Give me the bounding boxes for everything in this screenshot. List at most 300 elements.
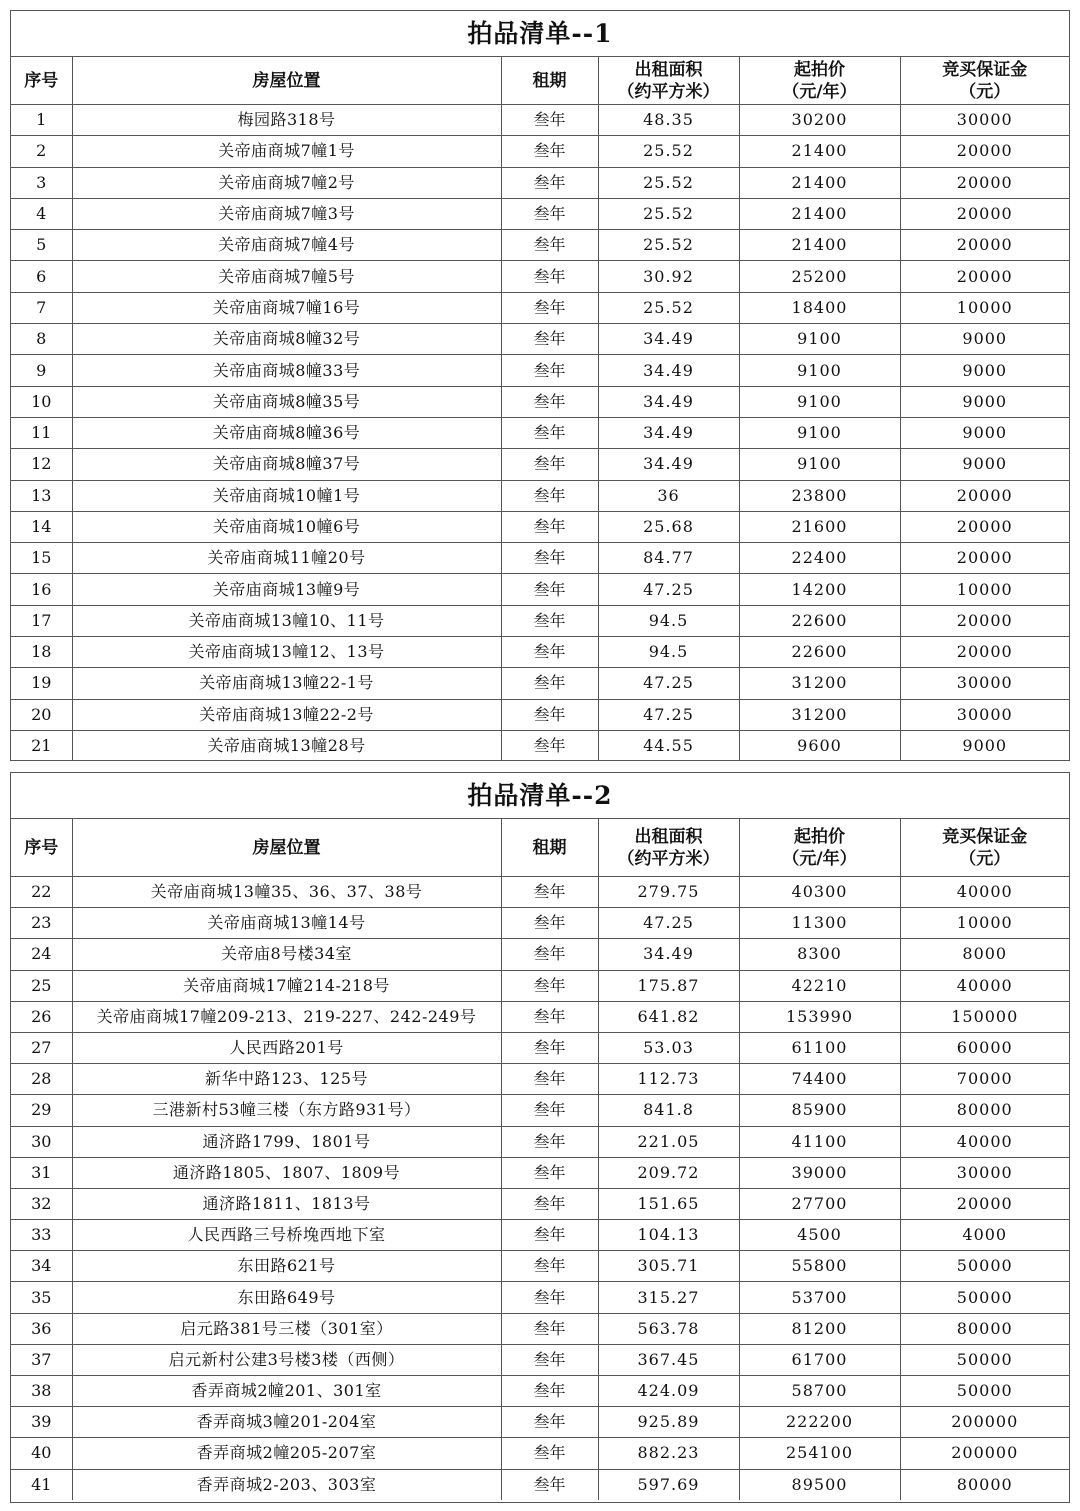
cell-seq: 13 — [11, 480, 72, 511]
cell-location: 关帝庙商城13幢9号 — [72, 574, 501, 605]
table-row — [11, 668, 1069, 699]
cell-area: 47.25 — [598, 574, 739, 605]
cell-seq: 9 — [11, 355, 72, 386]
cell-location: 关帝庙商城7幢1号 — [72, 136, 501, 167]
cell-area: 209.72 — [598, 1157, 739, 1188]
table-row — [11, 136, 1069, 167]
header-seq: 序号 — [11, 57, 72, 105]
cell-price: 21600 — [739, 511, 900, 542]
cell-area: 305.71 — [598, 1251, 739, 1282]
table-row — [11, 355, 1069, 386]
cell-seq: 8 — [11, 324, 72, 355]
cell-price: 9100 — [739, 449, 900, 480]
cell-price: 81200 — [739, 1313, 900, 1344]
cell-area: 36 — [598, 480, 739, 511]
cell-deposit: 10000 — [900, 292, 1069, 323]
cell-deposit: 9000 — [900, 417, 1069, 448]
cell-area: 25.52 — [598, 230, 739, 261]
cell-seq: 7 — [11, 292, 72, 323]
cell-term: 叁年 — [501, 699, 598, 730]
cell-area: 315.27 — [598, 1282, 739, 1313]
cell-price: 4500 — [739, 1220, 900, 1251]
cell-price: 9100 — [739, 355, 900, 386]
cell-seq: 35 — [11, 1282, 72, 1313]
table-row — [11, 543, 1069, 574]
table-body — [11, 105, 1069, 762]
cell-location: 香弄商城2-203、303室 — [72, 1469, 501, 1500]
cell-location: 关帝庙商城7幢16号 — [72, 292, 501, 323]
cell-price: 8300 — [739, 939, 900, 970]
cell-price: 41100 — [739, 1126, 900, 1157]
cell-term: 叁年 — [501, 877, 598, 908]
sheet-title: 拍品清单--1 — [11, 11, 1069, 57]
header-price-line1: 起拍价 — [794, 826, 845, 847]
table-row — [11, 1251, 1069, 1282]
header-seq: 序号 — [11, 819, 72, 877]
cell-area: 221.05 — [598, 1126, 739, 1157]
cell-term: 叁年 — [501, 324, 598, 355]
cell-location: 关帝庙商城10幢1号 — [72, 480, 501, 511]
cell-area: 34.49 — [598, 449, 739, 480]
cell-area: 112.73 — [598, 1064, 739, 1095]
table-row — [11, 1376, 1069, 1407]
cell-seq: 29 — [11, 1095, 72, 1126]
cell-seq: 16 — [11, 574, 72, 605]
cell-area: 94.5 — [598, 637, 739, 668]
cell-area: 47.25 — [598, 699, 739, 730]
cell-area: 53.03 — [598, 1032, 739, 1063]
cell-deposit: 9000 — [900, 449, 1069, 480]
cell-price: 254100 — [739, 1438, 900, 1469]
header-term: 租期 — [501, 819, 598, 877]
cell-seq: 26 — [11, 1001, 72, 1032]
cell-price: 61700 — [739, 1344, 900, 1375]
cell-area: 25.52 — [598, 292, 739, 323]
cell-seq: 10 — [11, 386, 72, 417]
cell-seq: 23 — [11, 908, 72, 939]
cell-term: 叁年 — [501, 1095, 598, 1126]
table-row — [11, 1001, 1069, 1032]
cell-term: 叁年 — [501, 668, 598, 699]
cell-deposit: 30000 — [900, 668, 1069, 699]
cell-term: 叁年 — [501, 908, 598, 939]
table-row — [11, 292, 1069, 323]
cell-term: 叁年 — [501, 1313, 598, 1344]
cell-deposit: 150000 — [900, 1001, 1069, 1032]
header-price-line1: 起拍价 — [794, 59, 845, 80]
cell-location: 通济路1805、1807、1809号 — [72, 1157, 501, 1188]
cell-deposit: 20000 — [900, 637, 1069, 668]
cell-price: 21400 — [739, 167, 900, 198]
cell-seq: 36 — [11, 1313, 72, 1344]
cell-deposit: 30000 — [900, 105, 1069, 136]
cell-area: 34.49 — [598, 417, 739, 448]
cell-deposit: 50000 — [900, 1376, 1069, 1407]
table-body — [11, 877, 1069, 1500]
header-area-line1: 出租面积 — [634, 59, 703, 80]
header-deposit-line2: （元） — [959, 848, 1011, 869]
cell-deposit: 20000 — [900, 136, 1069, 167]
cell-area: 641.82 — [598, 1001, 739, 1032]
cell-location: 关帝庙商城13幢22-1号 — [72, 668, 501, 699]
header-deposit-line2: （元） — [959, 81, 1011, 102]
cell-term: 叁年 — [501, 417, 598, 448]
cell-seq: 39 — [11, 1407, 72, 1438]
cell-price: 74400 — [739, 1064, 900, 1095]
cell-area: 25.52 — [598, 198, 739, 229]
cell-location: 关帝庙8号楼34室 — [72, 939, 501, 970]
table-row — [11, 605, 1069, 636]
cell-seq: 4 — [11, 198, 72, 229]
cell-area: 175.87 — [598, 970, 739, 1001]
cell-location: 启元路381号三楼（301室） — [72, 1313, 501, 1344]
cell-price: 30200 — [739, 105, 900, 136]
cell-area: 882.23 — [598, 1438, 739, 1469]
cell-deposit: 40000 — [900, 1126, 1069, 1157]
table-row — [11, 1313, 1069, 1344]
header-deposit — [900, 819, 1069, 877]
cell-area: 34.49 — [598, 939, 739, 970]
table-row — [11, 167, 1069, 198]
cell-seq: 1 — [11, 105, 72, 136]
cell-deposit: 8000 — [900, 939, 1069, 970]
cell-location: 关帝庙商城13幢28号 — [72, 730, 501, 761]
cell-term: 叁年 — [501, 1376, 598, 1407]
cell-price: 22600 — [739, 637, 900, 668]
table-row — [11, 939, 1069, 970]
cell-area: 30.92 — [598, 261, 739, 292]
cell-seq: 37 — [11, 1344, 72, 1375]
table-row — [11, 1220, 1069, 1251]
cell-location: 关帝庙商城7幢3号 — [72, 198, 501, 229]
cell-area: 48.35 — [598, 105, 739, 136]
header-price — [739, 819, 900, 877]
cell-term: 叁年 — [501, 1407, 598, 1438]
cell-seq: 14 — [11, 511, 72, 542]
cell-price: 11300 — [739, 908, 900, 939]
cell-term: 叁年 — [501, 355, 598, 386]
cell-deposit: 20000 — [900, 230, 1069, 261]
cell-location: 关帝庙商城7幢5号 — [72, 261, 501, 292]
cell-location: 三港新村53幢三楼（东方路931号） — [72, 1095, 501, 1126]
table-row — [11, 230, 1069, 261]
auction-list-2 — [10, 772, 1070, 1503]
cell-seq: 15 — [11, 543, 72, 574]
cell-deposit: 9000 — [900, 355, 1069, 386]
auction-table — [11, 819, 1069, 1500]
cell-term: 叁年 — [501, 1469, 598, 1500]
cell-price: 22600 — [739, 605, 900, 636]
cell-location: 东田路621号 — [72, 1251, 501, 1282]
header-area-line1: 出租面积 — [634, 826, 703, 847]
cell-location: 关帝庙商城13幢10、11号 — [72, 605, 501, 636]
table-row — [11, 908, 1069, 939]
table-row — [11, 198, 1069, 229]
cell-term: 叁年 — [501, 1157, 598, 1188]
cell-price: 18400 — [739, 292, 900, 323]
cell-deposit: 40000 — [900, 970, 1069, 1001]
cell-term: 叁年 — [501, 449, 598, 480]
cell-location: 关帝庙商城8幢35号 — [72, 386, 501, 417]
table-row — [11, 1282, 1069, 1313]
cell-price: 21400 — [739, 198, 900, 229]
cell-location: 关帝庙商城8幢33号 — [72, 355, 501, 386]
cell-location: 关帝庙商城13幢14号 — [72, 908, 501, 939]
cell-area: 34.49 — [598, 386, 739, 417]
cell-term: 叁年 — [501, 1344, 598, 1375]
cell-seq: 40 — [11, 1438, 72, 1469]
table-row — [11, 1438, 1069, 1469]
cell-price: 42210 — [739, 970, 900, 1001]
cell-term: 叁年 — [501, 637, 598, 668]
table-row — [11, 730, 1069, 761]
cell-seq: 25 — [11, 970, 72, 1001]
cell-seq: 28 — [11, 1064, 72, 1095]
auction-table — [11, 57, 1069, 761]
header-area — [598, 819, 739, 877]
cell-price: 55800 — [739, 1251, 900, 1282]
cell-deposit: 9000 — [900, 386, 1069, 417]
cell-deposit: 80000 — [900, 1095, 1069, 1126]
table-row — [11, 1407, 1069, 1438]
cell-location: 关帝庙商城8幢36号 — [72, 417, 501, 448]
cell-price: 25200 — [739, 261, 900, 292]
cell-seq: 18 — [11, 637, 72, 668]
cell-seq: 34 — [11, 1251, 72, 1282]
cell-deposit: 20000 — [900, 198, 1069, 229]
table-row — [11, 1095, 1069, 1126]
cell-location: 关帝庙商城10幢6号 — [72, 511, 501, 542]
table-row — [11, 699, 1069, 730]
cell-seq: 6 — [11, 261, 72, 292]
cell-term: 叁年 — [501, 1064, 598, 1095]
header-deposit-line1: 竞买保证金 — [942, 826, 1028, 847]
cell-area: 94.5 — [598, 605, 739, 636]
cell-price: 22400 — [739, 543, 900, 574]
cell-price: 222200 — [739, 1407, 900, 1438]
cell-area: 424.09 — [598, 1376, 739, 1407]
cell-term: 叁年 — [501, 198, 598, 229]
table-header-row — [11, 819, 1069, 877]
cell-seq: 3 — [11, 167, 72, 198]
cell-price: 21400 — [739, 136, 900, 167]
table-row — [11, 970, 1069, 1001]
cell-price: 9100 — [739, 386, 900, 417]
table-row — [11, 1157, 1069, 1188]
table-row — [11, 1469, 1069, 1500]
cell-location: 启元新村公建3号楼3楼（西侧） — [72, 1344, 501, 1375]
cell-seq: 24 — [11, 939, 72, 970]
table-row — [11, 1126, 1069, 1157]
cell-area: 44.55 — [598, 730, 739, 761]
cell-area: 25.68 — [598, 511, 739, 542]
cell-seq: 33 — [11, 1220, 72, 1251]
header-price — [739, 57, 900, 105]
cell-seq: 20 — [11, 699, 72, 730]
cell-location: 关帝庙商城8幢37号 — [72, 449, 501, 480]
cell-term: 叁年 — [501, 105, 598, 136]
cell-term: 叁年 — [501, 511, 598, 542]
cell-price: 31200 — [739, 699, 900, 730]
table-row — [11, 1188, 1069, 1219]
cell-deposit: 20000 — [900, 167, 1069, 198]
cell-term: 叁年 — [501, 543, 598, 574]
cell-location: 香弄商城2幢205-207室 — [72, 1438, 501, 1469]
cell-deposit: 50000 — [900, 1251, 1069, 1282]
cell-price: 39000 — [739, 1157, 900, 1188]
auction-list-1 — [10, 10, 1070, 761]
cell-area: 25.52 — [598, 167, 739, 198]
cell-location: 关帝庙商城13幢22-2号 — [72, 699, 501, 730]
cell-area: 84.77 — [598, 543, 739, 574]
table-row — [11, 480, 1069, 511]
cell-deposit: 40000 — [900, 877, 1069, 908]
cell-price: 89500 — [739, 1469, 900, 1500]
cell-price: 40300 — [739, 877, 900, 908]
sheet-title: 拍品清单--2 — [11, 773, 1069, 819]
table-row — [11, 261, 1069, 292]
cell-area: 34.49 — [598, 355, 739, 386]
cell-deposit: 20000 — [900, 261, 1069, 292]
cell-area: 104.13 — [598, 1220, 739, 1251]
cell-term: 叁年 — [501, 386, 598, 417]
cell-seq: 12 — [11, 449, 72, 480]
cell-seq: 2 — [11, 136, 72, 167]
header-location: 房屋位置 — [72, 819, 501, 877]
header-area-line2: （约平方米） — [617, 81, 720, 102]
cell-term: 叁年 — [501, 480, 598, 511]
cell-term: 叁年 — [501, 1126, 598, 1157]
header-area-line2: （约平方米） — [617, 848, 720, 869]
cell-area: 279.75 — [598, 877, 739, 908]
header-price-line2: （元/年） — [782, 848, 857, 869]
cell-deposit: 20000 — [900, 605, 1069, 636]
cell-area: 34.49 — [598, 324, 739, 355]
cell-location: 关帝庙商城11幢20号 — [72, 543, 501, 574]
cell-term: 叁年 — [501, 970, 598, 1001]
cell-price: 9600 — [739, 730, 900, 761]
cell-location: 香弄商城3幢201-204室 — [72, 1407, 501, 1438]
cell-seq: 5 — [11, 230, 72, 261]
cell-price: 85900 — [739, 1095, 900, 1126]
cell-seq: 41 — [11, 1469, 72, 1500]
cell-seq: 31 — [11, 1157, 72, 1188]
cell-price: 9100 — [739, 417, 900, 448]
cell-seq: 22 — [11, 877, 72, 908]
cell-area: 151.65 — [598, 1188, 739, 1219]
cell-deposit: 80000 — [900, 1313, 1069, 1344]
cell-location: 通济路1811、1813号 — [72, 1188, 501, 1219]
cell-term: 叁年 — [501, 574, 598, 605]
table-row — [11, 417, 1069, 448]
cell-deposit: 30000 — [900, 1157, 1069, 1188]
cell-term: 叁年 — [501, 261, 598, 292]
table-row — [11, 637, 1069, 668]
cell-price: 21400 — [739, 230, 900, 261]
cell-term: 叁年 — [501, 1188, 598, 1219]
cell-price: 153990 — [739, 1001, 900, 1032]
cell-area: 597.69 — [598, 1469, 739, 1500]
cell-area: 367.45 — [598, 1344, 739, 1375]
table-row — [11, 386, 1069, 417]
cell-term: 叁年 — [501, 1251, 598, 1282]
cell-term: 叁年 — [501, 292, 598, 323]
cell-term: 叁年 — [501, 230, 598, 261]
cell-price: 14200 — [739, 574, 900, 605]
cell-seq: 38 — [11, 1376, 72, 1407]
cell-deposit: 200000 — [900, 1407, 1069, 1438]
table-row — [11, 877, 1069, 908]
table-header-row — [11, 57, 1069, 105]
cell-seq: 27 — [11, 1032, 72, 1063]
cell-term: 叁年 — [501, 1282, 598, 1313]
cell-price: 31200 — [739, 668, 900, 699]
table-row — [11, 574, 1069, 605]
cell-seq: 32 — [11, 1188, 72, 1219]
cell-location: 关帝庙商城7幢2号 — [72, 167, 501, 198]
cell-deposit: 50000 — [900, 1344, 1069, 1375]
header-location: 房屋位置 — [72, 57, 501, 105]
cell-price: 53700 — [739, 1282, 900, 1313]
cell-term: 叁年 — [501, 1438, 598, 1469]
cell-price: 27700 — [739, 1188, 900, 1219]
cell-term: 叁年 — [501, 1001, 598, 1032]
cell-deposit: 20000 — [900, 1188, 1069, 1219]
cell-seq: 17 — [11, 605, 72, 636]
header-area — [598, 57, 739, 105]
cell-area: 47.25 — [598, 908, 739, 939]
cell-deposit: 20000 — [900, 480, 1069, 511]
cell-location: 关帝庙商城17幢209-213、219-227、242-249号 — [72, 1001, 501, 1032]
cell-seq: 11 — [11, 417, 72, 448]
cell-term: 叁年 — [501, 605, 598, 636]
cell-deposit: 200000 — [900, 1438, 1069, 1469]
cell-seq: 30 — [11, 1126, 72, 1157]
cell-term: 叁年 — [501, 730, 598, 761]
cell-location: 人民西路三号桥堍西地下室 — [72, 1220, 501, 1251]
cell-deposit: 20000 — [900, 511, 1069, 542]
header-price-line2: （元/年） — [782, 81, 857, 102]
table-row — [11, 511, 1069, 542]
cell-deposit: 30000 — [900, 699, 1069, 730]
cell-area: 563.78 — [598, 1313, 739, 1344]
cell-location: 梅园路318号 — [72, 105, 501, 136]
header-term: 租期 — [501, 57, 598, 105]
cell-deposit: 50000 — [900, 1282, 1069, 1313]
cell-deposit: 20000 — [900, 543, 1069, 574]
cell-term: 叁年 — [501, 136, 598, 167]
cell-area: 25.52 — [598, 136, 739, 167]
cell-deposit: 4000 — [900, 1220, 1069, 1251]
table-row — [11, 1032, 1069, 1063]
cell-term: 叁年 — [501, 167, 598, 198]
table-row — [11, 1344, 1069, 1375]
cell-term: 叁年 — [501, 939, 598, 970]
cell-location: 通济路1799、1801号 — [72, 1126, 501, 1157]
cell-area: 925.89 — [598, 1407, 739, 1438]
cell-location: 关帝庙商城13幢35、36、37、38号 — [72, 877, 501, 908]
cell-location: 关帝庙商城17幢214-218号 — [72, 970, 501, 1001]
cell-term: 叁年 — [501, 1220, 598, 1251]
cell-location: 关帝庙商城8幢32号 — [72, 324, 501, 355]
table-row — [11, 1064, 1069, 1095]
table-row — [11, 324, 1069, 355]
cell-location: 关帝庙商城13幢12、13号 — [72, 637, 501, 668]
cell-location: 关帝庙商城7幢4号 — [72, 230, 501, 261]
cell-price: 23800 — [739, 480, 900, 511]
cell-seq: 21 — [11, 730, 72, 761]
cell-price: 61100 — [739, 1032, 900, 1063]
